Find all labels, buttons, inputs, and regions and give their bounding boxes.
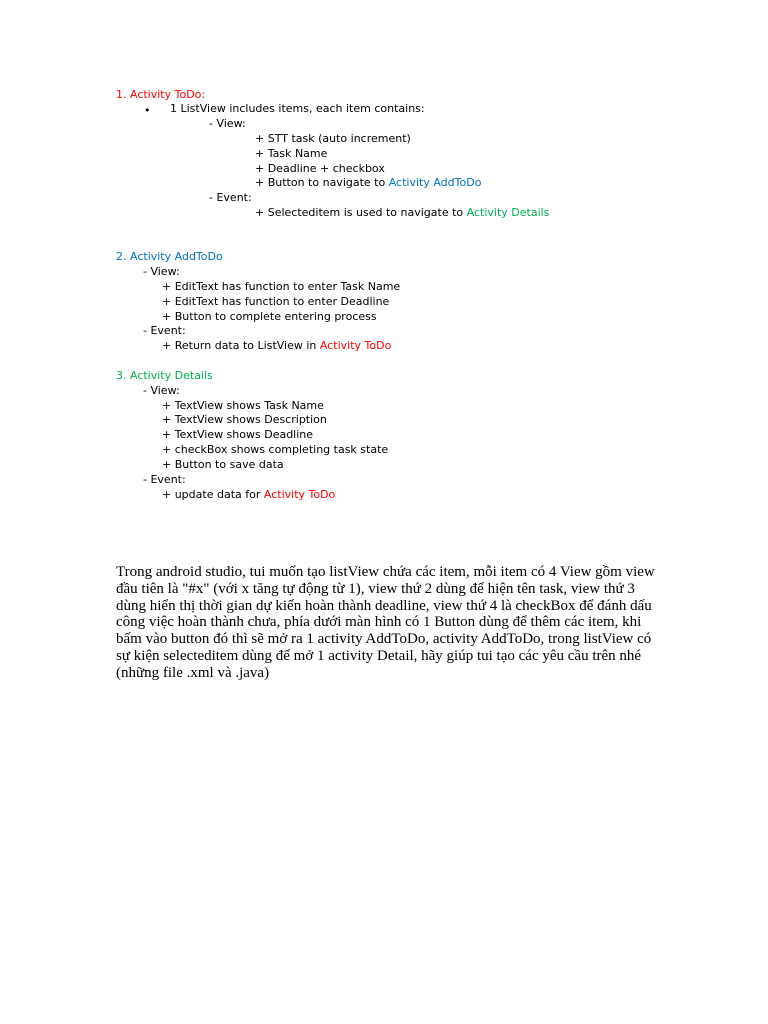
s2-event-label: - Event: xyxy=(143,324,186,337)
s1-deadline-line: + Deadline + checkbox xyxy=(255,162,385,175)
s2-line3: + Button to complete entering process xyxy=(162,310,377,323)
s1-listview-line: 1 ListView includes items, each item contains: xyxy=(170,102,425,115)
s1-details-link: Activity Details xyxy=(466,206,550,219)
request-paragraph: Trong android studio, tui muốn tạo listView chứa các item, mỗi item có 4 View gồm view đầu tiên là "#x" (với x tăng tự động từ 1), view thứ 2 dùng để hiện tên task, view thứ 3 dùng hiển thị thời gian dự kiến hoàn thành deadline, view thứ 4 là checkBox để đánh dấu công việc hoàn thành chưa, phía dưới màn hình có 1 Button dùng để thêm các item, khi bấm vào button đó thì sẽ mở ra 1 activity AddToDo, activity AddToDo, trong listView có sự kiện selecteditem dùng để mở 1 activity Detail, hãy giúp tui tạo các yêu cầu trên nhé (những file .xml và .java) xyxy=(116,564,655,681)
s2-view-label: - View: xyxy=(143,265,180,278)
bullet-icon: • xyxy=(144,104,151,117)
section1-heading: 1. Activity ToDo: xyxy=(116,88,206,101)
s1-selected-line xyxy=(255,206,549,220)
s2-return-text: + Return data to ListView in xyxy=(162,339,320,352)
s2-todo-link: Activity ToDo xyxy=(319,339,392,352)
s3-todo-link: Activity ToDo xyxy=(263,488,336,501)
s2-return-line xyxy=(162,339,391,353)
s1-selected-text: + Selecteditem is used to navigate to xyxy=(255,206,467,219)
s3-line5: + Button to save data xyxy=(162,458,284,471)
s3-line2: + TextView shows Description xyxy=(162,413,327,426)
s1-button-line xyxy=(255,176,481,190)
s1-addtodo-link: Activity AddToDo xyxy=(388,176,482,189)
s1-stt-line: + STT task (auto increment) xyxy=(255,132,411,145)
s3-line4: + checkBox shows completing task state xyxy=(162,443,389,456)
section2-heading: 2. Activity AddToDo xyxy=(116,250,223,263)
s3-update-line xyxy=(162,488,335,502)
s3-line3: + TextView shows Deadline xyxy=(162,428,314,441)
s1-view-label: - View: xyxy=(209,117,246,130)
s3-event-label: - Event: xyxy=(143,473,186,486)
s1-taskname-line: + Task Name xyxy=(255,147,328,160)
s1-button-text: + Button to navigate to xyxy=(255,176,389,189)
s1-event-label: - Event: xyxy=(209,191,252,204)
s2-line2: + EditText has function to enter Deadline xyxy=(162,295,390,308)
s3-view-label: - View: xyxy=(143,384,180,397)
s3-line1: + TextView shows Task Name xyxy=(162,399,324,412)
section3-heading: 3. Activity Details xyxy=(116,369,213,382)
s2-line1: + EditText has function to enter Task Name xyxy=(162,280,401,293)
s3-update-text: + update data for xyxy=(162,488,264,501)
